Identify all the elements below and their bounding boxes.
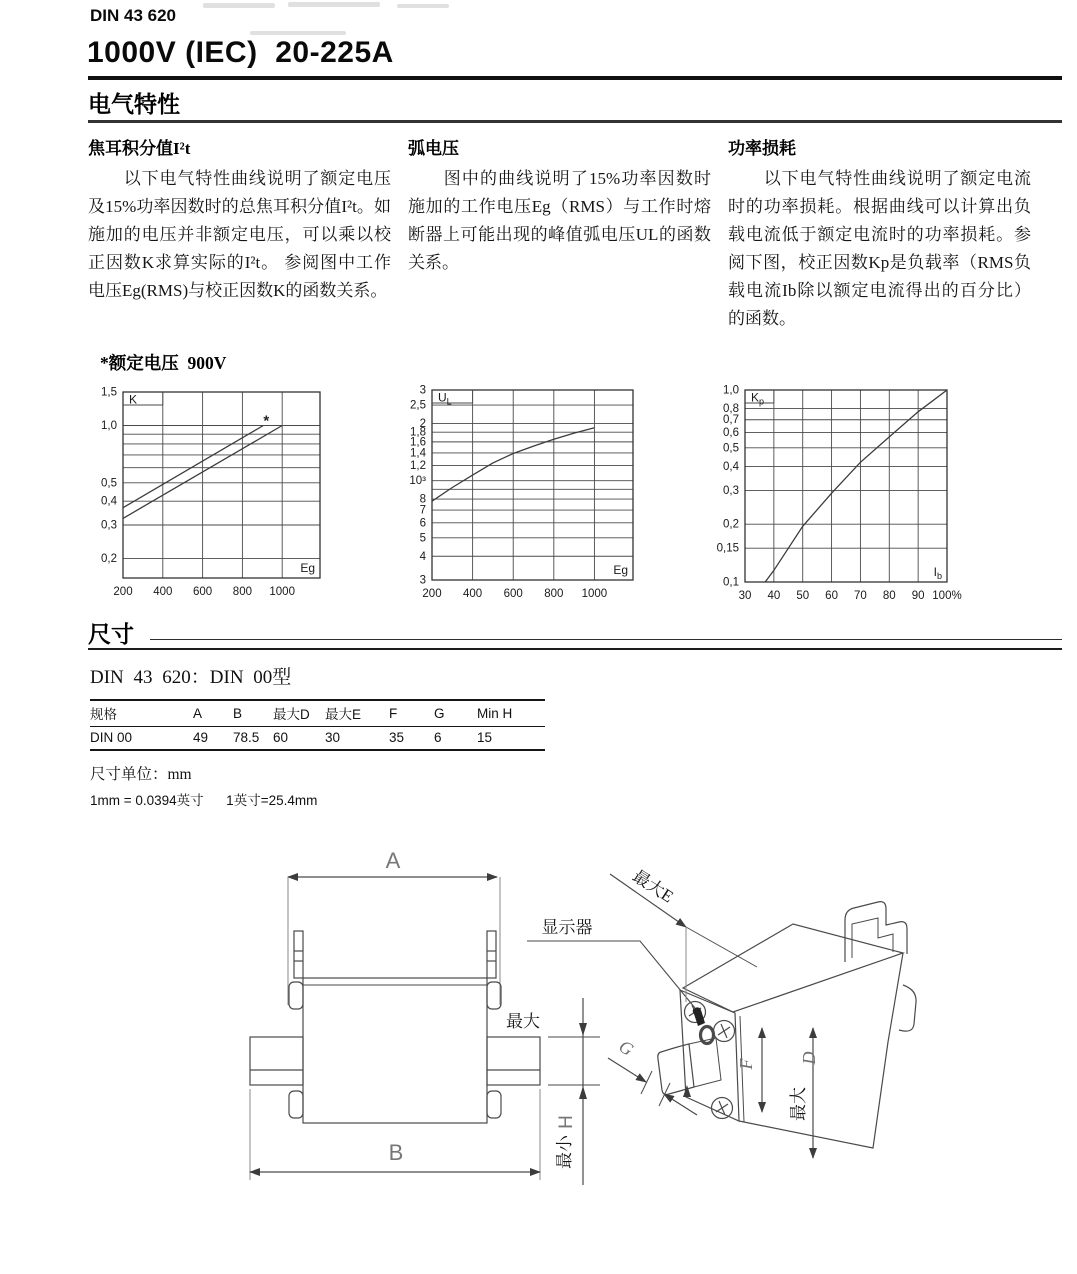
x-tick-label: 600 xyxy=(193,586,213,598)
column-heading: 功率损耗 xyxy=(728,139,796,158)
x-tick-label: 600 xyxy=(503,588,523,600)
chart-star-annotation: * xyxy=(263,412,270,430)
col-header: 最大D xyxy=(273,700,325,727)
y-tick-label: 4 xyxy=(419,550,426,563)
cell-b: 78.5 xyxy=(233,730,260,745)
x-tick-label: 400 xyxy=(153,586,173,598)
x-tick-label: 40 xyxy=(767,590,781,602)
column-body: 图中的曲线说明了15%功率因数时施加的工作电压Eg（RMS）与工作时熔断器上可能出现的峰值弧电压UL的函数关系。 xyxy=(408,169,711,272)
x-tick-label: 70 xyxy=(854,590,867,602)
y-tick-label: 1,0 xyxy=(101,420,117,433)
cell-spec: DIN 00 xyxy=(90,730,133,745)
dim-g-label: G xyxy=(615,1035,637,1060)
y-tick-label: 0,7 xyxy=(723,414,739,427)
chart-inner-label: $U_L$ xyxy=(438,390,452,407)
chart-corner-label: $I_b$ xyxy=(933,565,942,581)
y-tick-label: 3 xyxy=(419,384,426,397)
x-tick-label: 400 xyxy=(463,588,483,600)
chart-corner-label: Eg xyxy=(300,561,315,575)
chart-svg-arc-voltage-UL-vs-Eg xyxy=(392,384,649,608)
chart-corner-label: Eg xyxy=(613,563,628,577)
dimensions-subtitle: DIN 43 620：DIN 00型 xyxy=(90,667,292,688)
chart-inner-label: $K_p$ xyxy=(751,390,765,407)
y-tick-label: 8 xyxy=(419,493,426,506)
y-tick-label: 0,4 xyxy=(101,495,117,508)
column-heading: 焦耳积分值I²t xyxy=(88,139,191,158)
y-tick-label: 0,6 xyxy=(723,427,739,440)
header-rule xyxy=(88,76,1062,80)
column-arc-voltage xyxy=(408,134,711,333)
x-tick-label: 200 xyxy=(422,588,442,600)
dim-b-label: B xyxy=(388,1140,404,1165)
x-tick-label: 60 xyxy=(825,590,838,602)
max-label-iso: 最大 xyxy=(789,1087,808,1121)
x-tick-label: 1000 xyxy=(581,588,608,600)
indicator-leader-line xyxy=(527,941,695,1008)
dim-a-label: A xyxy=(385,848,401,873)
table-header-row xyxy=(90,700,545,727)
x-tick-label: 50 xyxy=(796,590,810,602)
x-tick-label: 800 xyxy=(232,586,252,598)
y-tick-label: 0,3 xyxy=(101,519,117,532)
y-tick-label: 5 xyxy=(419,532,426,545)
y-tick-label: 0,8 xyxy=(723,403,739,416)
column-i2t xyxy=(88,134,391,333)
dimensions-table xyxy=(90,699,545,751)
y-tick-label: 1,8 xyxy=(410,426,426,439)
dimensions-rule xyxy=(88,648,1062,650)
electrical-columns xyxy=(88,134,1031,333)
min-label-front: 最小 xyxy=(555,1135,574,1169)
column-heading: 弧电压 xyxy=(408,139,459,158)
scan-artifact xyxy=(397,4,449,8)
col-header: A xyxy=(193,700,233,727)
y-tick-label: 1,4 xyxy=(410,447,426,460)
scan-artifact xyxy=(288,2,380,7)
y-tick-label: 6 xyxy=(419,517,426,530)
x-tick-label: 90 xyxy=(911,590,925,602)
y-tick-label: 0,2 xyxy=(723,518,739,531)
column-body: 以下电气特性曲线说明了额定电压及15%功率因数时的总焦耳积分值I²t。如施加的电压并非额定电压，可以乘以校正因数K求算实际的I²t。 参阅图中工作电压Eg(RMS)与校正因数K的函数关系。 xyxy=(88,169,391,300)
chart-arc-voltage xyxy=(392,384,649,613)
y-tick-label: 1,2 xyxy=(410,460,426,473)
max-label-front: 最大 xyxy=(506,1012,540,1031)
y-tick-label: 2,5 xyxy=(410,399,426,412)
cell-f: 35 xyxy=(389,730,405,745)
y-tick-label: 0,5 xyxy=(101,477,117,490)
y-tick-label: 7 xyxy=(419,504,426,517)
column-power-loss xyxy=(728,134,1031,333)
section-title-electrical: 电气特性 xyxy=(88,92,180,117)
doc-title: 1000V (IEC) 20-225A xyxy=(87,36,394,69)
x-tick-label: 100% xyxy=(932,590,962,602)
y-tick-label: 0,1 xyxy=(723,576,739,589)
col-header: Min H xyxy=(477,700,545,727)
y-tick-label: 0,5 xyxy=(723,442,739,455)
y-tick-label: 2 xyxy=(419,417,426,430)
dim-e-label: 最大E xyxy=(629,866,677,907)
col-header: B xyxy=(233,700,273,727)
y-tick-label: 0,3 xyxy=(723,484,739,497)
dim-d-label: D xyxy=(799,1051,819,1065)
dim-f-label: F xyxy=(736,1058,756,1070)
cell-maxd: 60 xyxy=(273,730,289,745)
x-tick-label: 80 xyxy=(882,590,896,602)
y-tick-label: 1,5 xyxy=(101,386,117,399)
electrical-rule xyxy=(88,120,1062,123)
conversion-note: 1mm = 0.0394英寸 1英寸=25.4mm xyxy=(90,793,318,808)
chart-svg-power-loss-factor-Kp-vs-Ib xyxy=(705,384,963,610)
chart-svg-I2t-correction-factor-K-vs-Eg xyxy=(83,386,336,606)
x-tick-label: 200 xyxy=(113,586,133,598)
x-tick-label: 30 xyxy=(738,590,752,602)
dim-h-label: H xyxy=(556,1115,577,1129)
chart-inner-label: K xyxy=(129,392,138,407)
unit-note: 尺寸单位：mm xyxy=(90,766,192,783)
table-row xyxy=(90,727,545,751)
cell-maxe: 30 xyxy=(325,730,341,745)
scan-artifact xyxy=(203,3,275,8)
dimensions-midline xyxy=(150,639,1062,640)
y-tick-label: 0,2 xyxy=(101,553,117,566)
y-tick-label: 0,4 xyxy=(723,460,739,473)
column-body: 以下电气特性曲线说明了额定电流时的功率损耗。根据曲线可以计算出负载电流低于额定电流时的功率损耗。参阅下图，校正因数Kp是负载率（RMS负载电流Ib除以额定电流得出的百分比）的函数。 xyxy=(728,169,1031,328)
iso-view-outline xyxy=(608,874,916,1158)
y-tick-label: 1,0 xyxy=(723,384,739,397)
technical-drawings xyxy=(225,818,1035,1258)
y-tick-label: 0,15 xyxy=(716,542,739,555)
x-tick-label: 1000 xyxy=(269,586,295,598)
col-header: F xyxy=(389,700,434,727)
series-Kp xyxy=(765,390,947,582)
indicator-label: 显示器 xyxy=(541,918,593,937)
y-tick-label: 3 xyxy=(419,574,426,587)
doc-number: DIN 43 620 xyxy=(90,6,176,25)
y-tick-label: 10³ xyxy=(409,475,426,488)
cell-minh: 15 xyxy=(477,730,493,745)
rated-voltage-note: *额定电压 900V xyxy=(100,353,227,373)
col-header: 规格 xyxy=(90,700,193,727)
chart-power-loss xyxy=(705,384,963,615)
col-header: G xyxy=(434,700,477,727)
section-title-dimensions: 尺寸 xyxy=(88,622,134,647)
col-header: 最大E xyxy=(325,700,389,727)
chart-k-correction xyxy=(83,386,336,611)
y-tick-label: 1,6 xyxy=(410,436,426,449)
scan-artifact xyxy=(250,31,346,35)
cell-g: 6 xyxy=(434,730,442,745)
x-tick-label: 800 xyxy=(544,588,564,600)
cell-a: 49 xyxy=(193,730,209,745)
